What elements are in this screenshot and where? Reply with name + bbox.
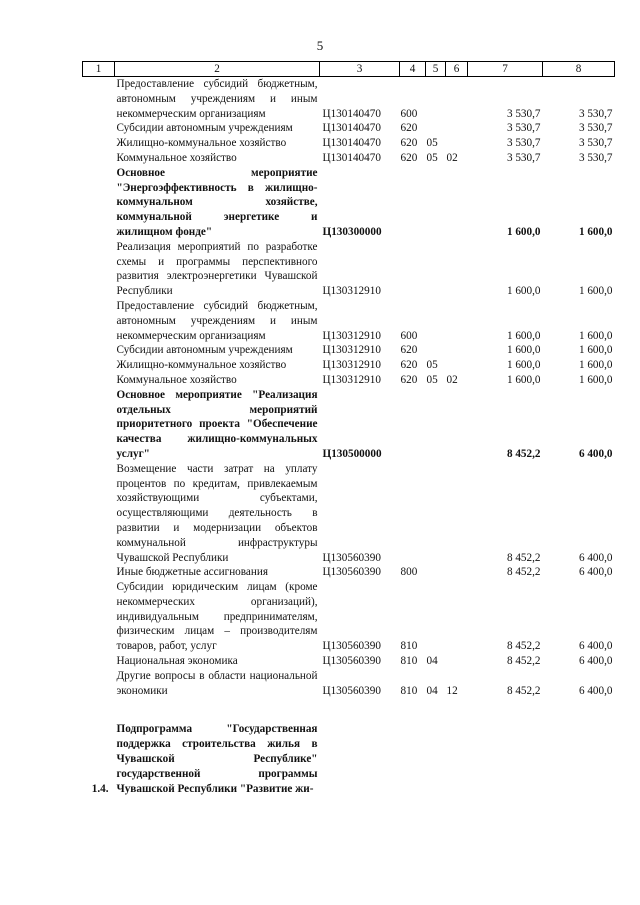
- row-name: Субсидии юридическим лицам (кроме некоммерческих организаций), индивидуальным предпринимателям, физическим лицам – производителям товаров, работ, услуг: [116, 581, 318, 653]
- target-code: Ц130140470: [322, 107, 381, 120]
- amount-col7: 3 530,7: [506, 151, 541, 164]
- row-number: [83, 358, 115, 373]
- amount-col7: 8 452,2: [506, 684, 541, 697]
- target-code: Ц130560390: [322, 566, 381, 579]
- row-name: Основное мероприятие "Энергоэффективность в жилищно-коммунальном хозяйстве, коммунальной энергетике и жилищном фонде": [116, 166, 318, 238]
- row-name: Реализация мероприятий по разработке схемы и программы перспективного развития электроэнергетики Чувашской Республики: [116, 240, 318, 298]
- row-number: [83, 343, 115, 358]
- amount-col8: 6 400,0: [578, 566, 613, 579]
- row-name: Субсидии автономным учреждениям: [116, 344, 293, 357]
- table-row: [83, 565, 615, 580]
- subsection: [446, 299, 468, 343]
- section: [426, 565, 446, 580]
- row-name: Иные бюджетные ассигнования: [116, 566, 268, 579]
- expense-type: [400, 388, 426, 462]
- table-row: [83, 373, 615, 388]
- row-number: [83, 299, 115, 343]
- expense-type: 600: [400, 107, 418, 120]
- amount-col8: 1 600,0: [578, 344, 613, 357]
- row-number: [83, 121, 115, 136]
- table-row: [83, 358, 615, 373]
- expense-type: 810: [400, 640, 418, 653]
- expense-type: 620: [400, 122, 418, 135]
- expense-type: [400, 240, 426, 299]
- expense-type: 810: [400, 684, 418, 697]
- amount-col7: 1 600,0: [506, 225, 541, 238]
- amount-col8: 6 400,0: [578, 447, 613, 460]
- section: [426, 166, 446, 240]
- expense-type: 600: [400, 329, 418, 342]
- amount-col8: 3 530,7: [578, 151, 613, 164]
- expense-type: [400, 722, 426, 796]
- amount-col7: 8 452,2: [506, 447, 541, 460]
- table-row: [83, 166, 615, 240]
- row-name: Предоставление субсидий бюджетным, автономным учреждениям и иным некоммерческим организациям: [116, 299, 318, 342]
- header-row: [83, 62, 615, 77]
- target-code: [320, 722, 400, 796]
- row-number: [83, 580, 115, 654]
- expense-type: 800: [400, 566, 418, 579]
- header-col-5: 5: [426, 62, 446, 77]
- amount-col7: 1 600,0: [506, 329, 541, 342]
- row-number: [83, 240, 115, 299]
- amount-col7: 1 600,0: [506, 344, 541, 357]
- amount-col7: 8 452,2: [506, 551, 541, 564]
- amount-col7: 3 530,7: [506, 107, 541, 120]
- row-number: [83, 373, 115, 388]
- target-code: Ц130312910: [322, 359, 381, 372]
- row-number: [83, 669, 115, 699]
- expense-type: 620: [400, 137, 418, 150]
- subsection: [446, 358, 468, 373]
- subsection: [446, 565, 468, 580]
- amount-col8: 3 530,7: [578, 122, 613, 135]
- table-row: [83, 343, 615, 358]
- section: [426, 722, 446, 796]
- table-row: [83, 580, 615, 654]
- section: [426, 388, 446, 462]
- expense-type: [400, 166, 426, 240]
- page-number: 5: [316, 38, 324, 53]
- row-name: Подпрограмма "Государственная поддержка строительства жилья в Чувашской Республике" государственной программы Чувашской Республики "Развитие жи-: [116, 723, 318, 795]
- amount-col8: 6 400,0: [578, 684, 613, 697]
- amount-col8: 6 400,0: [578, 551, 613, 564]
- target-code: Ц130312910: [322, 285, 381, 298]
- target-code: Ц130500000: [322, 447, 382, 460]
- amount-col7: 3 530,7: [506, 122, 541, 135]
- subsection: [446, 136, 468, 151]
- subsection: [446, 722, 468, 796]
- table-row: [83, 151, 615, 166]
- subsection: [446, 388, 468, 462]
- expense-type: 620: [400, 344, 418, 357]
- subsection: [446, 654, 468, 669]
- table-row: [83, 136, 615, 151]
- target-code: Ц130312910: [322, 373, 381, 386]
- subsection: [446, 462, 468, 566]
- target-code: Ц130300000: [322, 225, 382, 238]
- subsection: 02: [446, 151, 458, 164]
- target-code: Ц130312910: [322, 329, 381, 342]
- section: [426, 121, 446, 136]
- table-row: [83, 462, 615, 566]
- amount-col8: 1 600,0: [578, 359, 613, 372]
- amount-col8: 1 600,0: [578, 285, 613, 298]
- header-col-8: 8: [543, 62, 615, 77]
- row-number: [83, 77, 115, 122]
- amount-col7: 8 452,2: [506, 655, 541, 668]
- amount-col7: [468, 722, 543, 796]
- row-name: Субсидии автономным учреждениям: [116, 122, 293, 135]
- amount-col8: 6 400,0: [578, 655, 613, 668]
- amount-col8: 3 530,7: [578, 107, 613, 120]
- section: 05: [426, 137, 438, 150]
- target-code: Ц130560390: [322, 640, 381, 653]
- target-code: Ц130140470: [322, 122, 381, 135]
- row-name: Коммунальное хозяйство: [116, 373, 237, 386]
- amount-col7: 8 452,2: [506, 566, 541, 579]
- header-col-1: 1: [83, 62, 115, 77]
- header-col-4: 4: [400, 62, 426, 77]
- table-row: [83, 240, 615, 299]
- table-row: [83, 388, 615, 462]
- amount-col7: 1 600,0: [506, 373, 541, 386]
- row-number: 1.4.: [91, 782, 109, 795]
- header-col-7: 7: [468, 62, 543, 77]
- subsection: 12: [446, 684, 458, 697]
- table-row: [83, 121, 615, 136]
- amount-col7: 1 600,0: [506, 359, 541, 372]
- row-number: [83, 166, 115, 240]
- amount-col8: 1 600,0: [578, 373, 613, 386]
- table-row: [83, 722, 615, 796]
- section: [426, 580, 446, 654]
- expense-type: 620: [400, 151, 418, 164]
- table-row: [83, 77, 615, 122]
- expense-type: 810: [400, 655, 418, 668]
- amount-col8: 1 600,0: [578, 225, 613, 238]
- target-code: Ц130560390: [322, 551, 381, 564]
- row-name: Жилищно-коммунальное хозяйство: [116, 137, 287, 150]
- row-name: Коммунальное хозяйство: [116, 151, 237, 164]
- section: 05: [426, 359, 438, 372]
- row-number: [83, 136, 115, 151]
- section: [426, 462, 446, 566]
- expense-type: [400, 462, 426, 566]
- budget-table: [82, 61, 615, 796]
- row-number: [83, 462, 115, 566]
- row-number: [83, 654, 115, 669]
- row-name: Жилищно-коммунальное хозяйство: [116, 359, 287, 372]
- subsection: [446, 240, 468, 299]
- row-number: [83, 388, 115, 462]
- amount-col8: 1 600,0: [578, 329, 613, 342]
- section: [426, 77, 446, 122]
- section: [426, 299, 446, 343]
- section: 04: [426, 684, 438, 697]
- amount-col8: 3 530,7: [578, 137, 613, 150]
- table-row: [83, 654, 615, 669]
- spacer-row: [83, 698, 615, 722]
- subsection: [446, 166, 468, 240]
- amount-col7: 1 600,0: [506, 285, 541, 298]
- table-row: [83, 299, 615, 343]
- subsection: [446, 343, 468, 358]
- row-number: [83, 151, 115, 166]
- amount-col7: 8 452,2: [506, 640, 541, 653]
- target-code: Ц130140470: [322, 151, 381, 164]
- section: 05: [426, 151, 438, 164]
- section: [426, 343, 446, 358]
- header-col-6: 6: [446, 62, 468, 77]
- row-name: Предоставление субсидий бюджетным, автономным учреждениям и иным некоммерческим организациям: [116, 78, 318, 120]
- amount-col8: 6 400,0: [578, 640, 613, 653]
- section: 05: [426, 373, 438, 386]
- expense-type: 620: [400, 373, 418, 386]
- target-code: Ц130560390: [322, 684, 381, 697]
- row-name: Возмещение части затрат на уплату процентов по кредитам, привлекаемым хозяйствующими субъектами, осуществляющими деятельность в развитии и модернизации объектов коммунальной инфраструктуры Чувашской Республики: [116, 462, 318, 564]
- header-col-2: 2: [115, 62, 320, 77]
- subsection: [446, 77, 468, 122]
- header-col-3: 3: [320, 62, 400, 77]
- target-code: Ц130560390: [322, 655, 381, 668]
- subsection: [446, 121, 468, 136]
- target-code: Ц130312910: [322, 344, 381, 357]
- spacer-cell: [83, 698, 615, 722]
- table-row: [83, 669, 615, 699]
- row-name: Национальная экономика: [116, 655, 238, 668]
- section: [426, 240, 446, 299]
- expense-type: 620: [400, 359, 418, 372]
- amount-col7: 3 530,7: [506, 137, 541, 150]
- row-name: Основное мероприятие "Реализация отдельных мероприятий приоритетного проекта "Обеспечение качества жилищно-коммунальных услуг": [116, 388, 318, 460]
- row-name: Другие вопросы в области национальной экономики: [116, 669, 318, 697]
- row-number: [83, 565, 115, 580]
- target-code: Ц130140470: [322, 137, 381, 150]
- subsection: [446, 580, 468, 654]
- table-body: [83, 77, 615, 797]
- subsection: 02: [446, 373, 458, 386]
- section: 04: [426, 655, 438, 668]
- amount-col8: [543, 722, 615, 796]
